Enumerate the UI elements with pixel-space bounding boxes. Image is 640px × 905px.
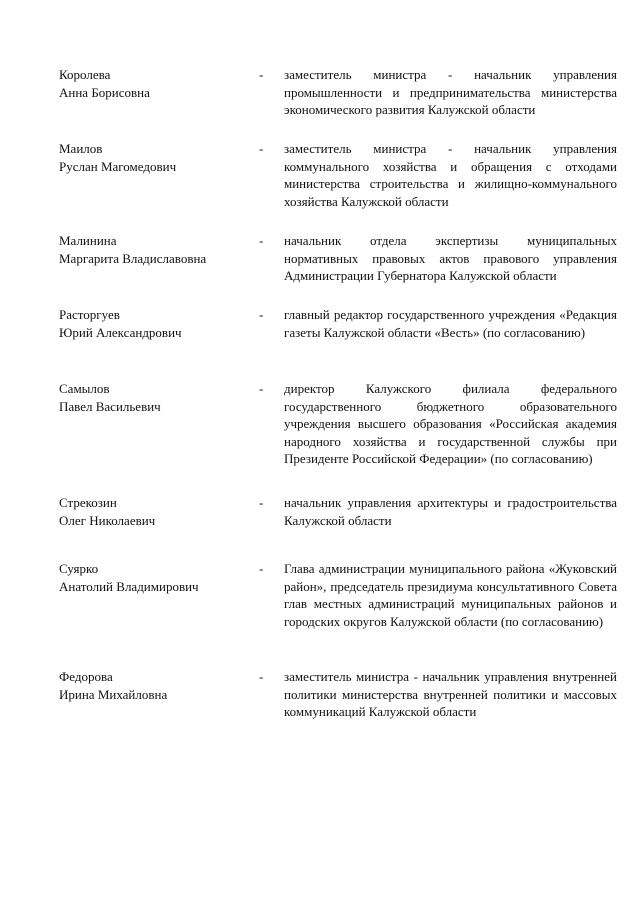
member-surname: Суярко <box>59 561 99 576</box>
member-given-names: Ирина Михайловна <box>59 686 168 702</box>
separator-dash: - <box>259 141 264 156</box>
separator-dash: - <box>259 561 264 576</box>
member-given-names: Руслан Магомедович <box>59 158 177 174</box>
member-given-names: Олег Николаевич <box>59 512 156 528</box>
member-surname: Малинина <box>59 233 117 248</box>
member-given-names: Маргарита Владиславовна <box>59 250 207 266</box>
member-given-names: Юрий Александрович <box>59 324 182 340</box>
member-name <box>59 140 249 175</box>
member-surname: Федорова <box>59 669 113 684</box>
separator-dash: - <box>259 381 264 396</box>
member-position: Глава администрации муниципального района «Жуковский район», председатель президиума консультативного Совета глав местных администраций муниципальных районов и городских округов Калужской области (по согласованию) <box>284 561 617 629</box>
member-name <box>59 380 249 415</box>
member-surname: Стрекозин <box>59 495 117 510</box>
member-surname: Королева <box>59 67 111 82</box>
member-given-names: Анатолий Владимирович <box>59 578 199 594</box>
member-name <box>59 66 249 101</box>
member-position: заместитель министра - начальник управления внутренней политики министерства внутренней политики и массовых коммуникаций Калужской области <box>284 669 617 719</box>
member-name <box>59 668 249 703</box>
member-position: заместитель министра - начальник управления коммунального хозяйства и обращения с отходами министерства строительства и жилищно-коммунального хозяйства Калужской области <box>284 141 617 209</box>
member-surname: Маилов <box>59 141 103 156</box>
member-name <box>59 232 249 267</box>
member-given-names: Павел Васильевич <box>59 398 161 414</box>
member-position: директор Калужского филиала федерального государственного бюджетного образовательного учреждения высшего образования «Российская академия народного хозяйства и государственной службы при Президенте Российской Федерации» (по согласованию) <box>284 381 617 466</box>
member-surname: Расторгуев <box>59 307 120 322</box>
member-position: начальник управления архитектуры и градостроительства Калужской области <box>284 495 617 528</box>
member-position: главный редактор государственного учреждения «Редакция газеты Калужской области «Весть» (по согласованию) <box>284 307 617 340</box>
member-position: начальник отдела экспертизы муниципальных нормативных правовых актов правового управления Администрации Губернатора Калужской области <box>284 233 617 283</box>
separator-dash: - <box>259 233 264 248</box>
member-given-names: Анна Борисовна <box>59 84 150 100</box>
member-name <box>59 306 249 341</box>
member-position: заместитель министра - начальник управления промышленности и предпринимательства министерства экономического развития Калужской области <box>284 67 617 117</box>
member-name <box>59 494 249 529</box>
separator-dash: - <box>259 307 264 322</box>
separator-dash: - <box>259 67 264 82</box>
member-surname: Самылов <box>59 381 110 396</box>
separator-dash: - <box>259 495 264 510</box>
member-name <box>59 560 249 595</box>
separator-dash: - <box>259 669 264 684</box>
